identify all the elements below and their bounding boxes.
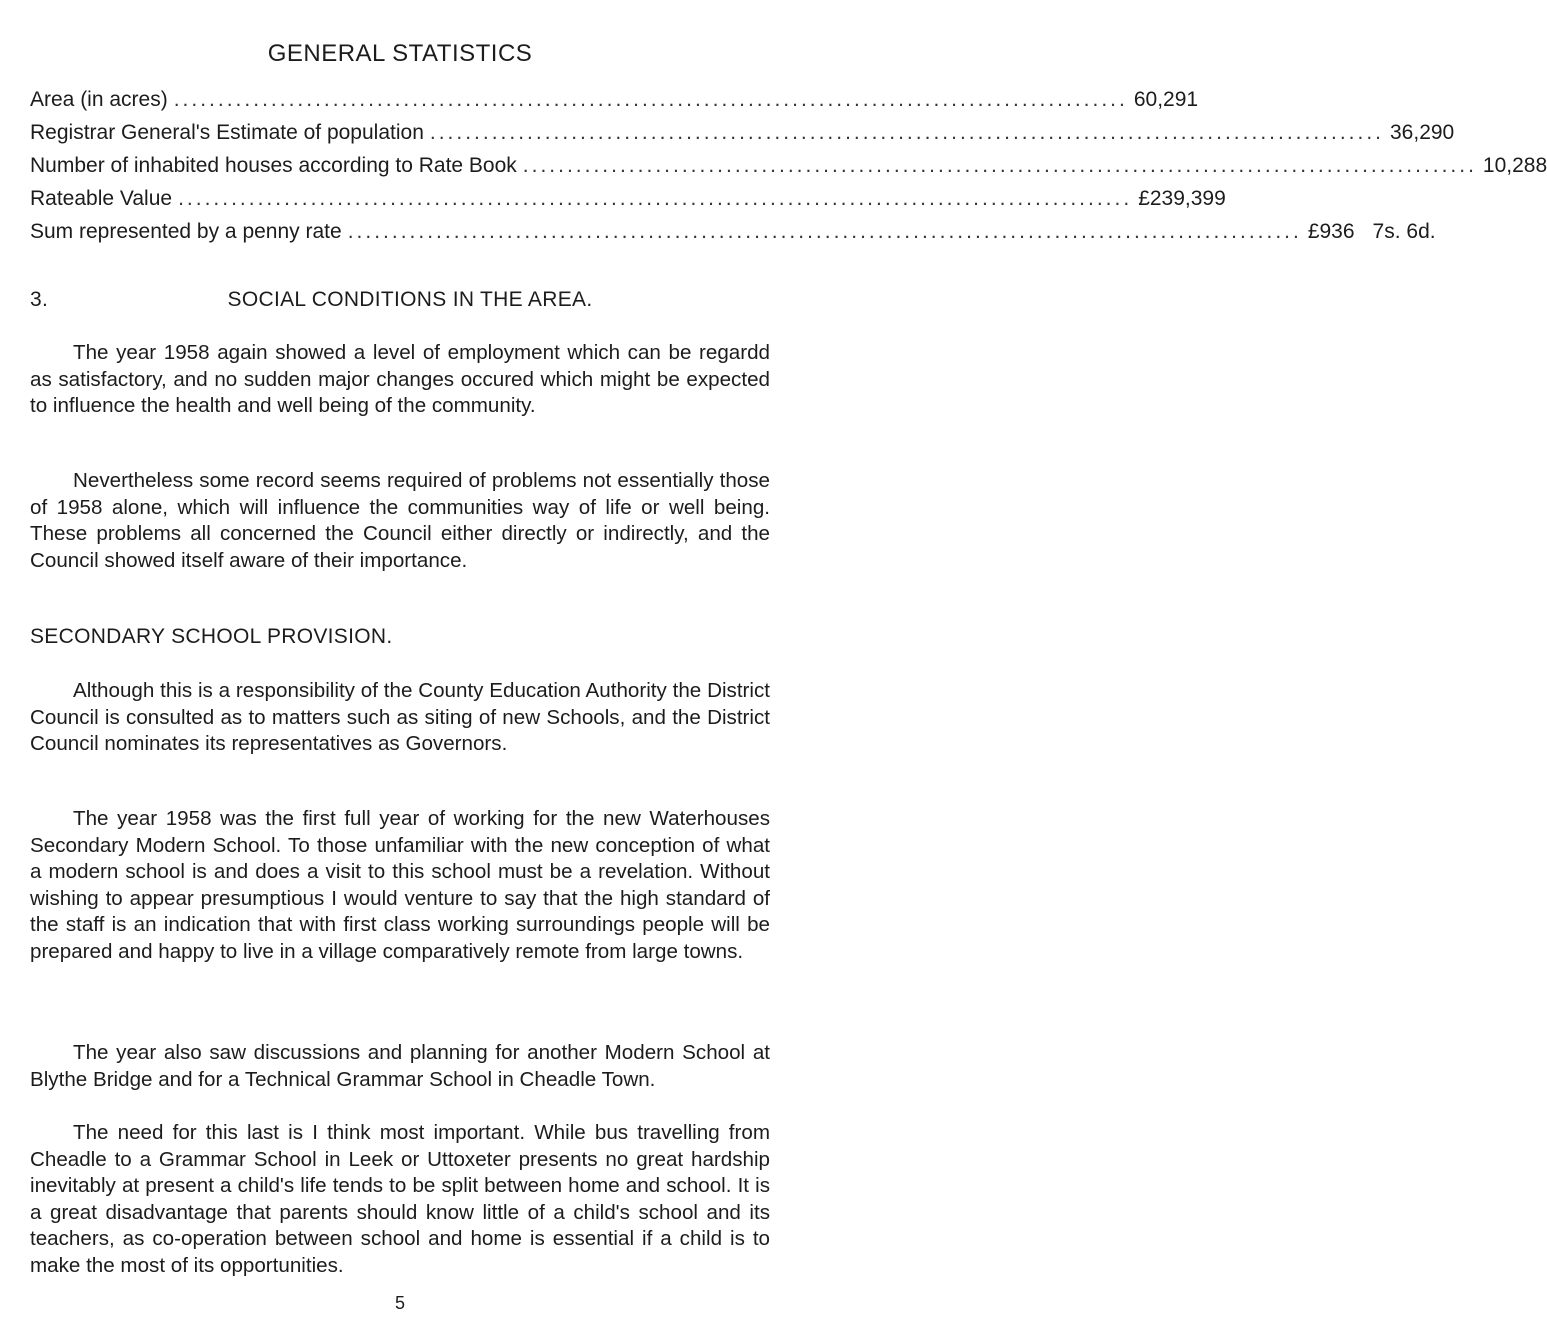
- stat-row-area: [30, 88, 1199, 121]
- stat-label: Area (in acres): [30, 88, 168, 111]
- leader-dots: ............................................................................................................: [429, 121, 1384, 144]
- stat-value: 10,288: [1482, 154, 1547, 177]
- stat-row-houses: [30, 154, 1547, 187]
- leader-dots: ............................................................................................................: [522, 154, 1477, 177]
- section-number: 3.: [30, 288, 49, 311]
- leader-dots: ............................................................................................................: [178, 187, 1133, 210]
- stat-row-rateable-value: [30, 187, 1226, 220]
- statistics-table: [30, 88, 1547, 253]
- leader-dots: ............................................................................................................: [347, 220, 1302, 243]
- stat-value: 60,291: [1133, 88, 1199, 111]
- paragraph: Although this is a responsibility of the County Education Authority the District Council is consulted as to matters such as siting of new Schools, and the District Council nominates its representatives as Governors.: [30, 679, 770, 755]
- stat-label: Sum represented by a penny rate: [30, 220, 342, 243]
- paragraph: The year 1958 again showed a level of employment which can be regardd as satisfactory, and no sudden major changes occured which might be expected to influence the health and well being of the community.: [30, 341, 770, 417]
- leader-dots: ............................................................................................................: [173, 88, 1128, 111]
- page-number: 5: [394, 1293, 405, 1313]
- stat-value: 36,290: [1390, 121, 1455, 144]
- paragraph: The need for this last is I think most important. While bus travelling from Cheadle to a Grammar School in Leek or Uttoxeter presents no great hardship inevitably at present a child's life tends to be split between home and school. It is a great disadvantage that parents should know little of a child's school and its teachers, as co-operation between school and home is essential if a child is to make the most of its opportunities.: [30, 1121, 770, 1277]
- stat-row-penny-rate: [30, 220, 1436, 253]
- section-title: SOCIAL CONDITIONS IN THE AREA.: [227, 288, 593, 311]
- paragraph: The year also saw discussions and planning for another Modern School at Blythe Bridge and for a Technical Grammar School in Cheadle Town.: [30, 1041, 770, 1091]
- stat-value: £239,399: [1138, 187, 1226, 210]
- stat-label: Registrar General's Estimate of population: [30, 121, 424, 144]
- page-title: GENERAL STATISTICS: [267, 40, 533, 67]
- section-heading-social-conditions: [30, 288, 770, 312]
- stat-row-population: [30, 121, 1455, 154]
- stat-label: Number of inhabited houses according to Rate Book: [30, 154, 517, 177]
- paragraph: The year 1958 was the first full year of working for the new Waterhouses Secondary Modern School. To those unfamiliar with the new conception of what a modern school is and does a visit to this school must be a revelation. Without wishing to appear presumptious I would venture to say that the high standard of the staff is an indication that with first class working surroundings people will be prepared and happy to live in a village comparatively remote from large towns.: [30, 807, 770, 963]
- stat-value: £936: [1307, 220, 1355, 243]
- stat-value-extra: 7s. 6d.: [1372, 220, 1436, 243]
- paragraph: Nevertheless some record seems required of problems not essentially those of 1958 alone, which will influence the communities way of life or well being. These problems all concerned the Council either directly or indirectly, and the Council showed itself aware of their importance.: [30, 469, 770, 572]
- section-heading-secondary-school: SECONDARY SCHOOL PROVISION.: [30, 625, 393, 648]
- stat-label: Rateable Value: [30, 187, 173, 210]
